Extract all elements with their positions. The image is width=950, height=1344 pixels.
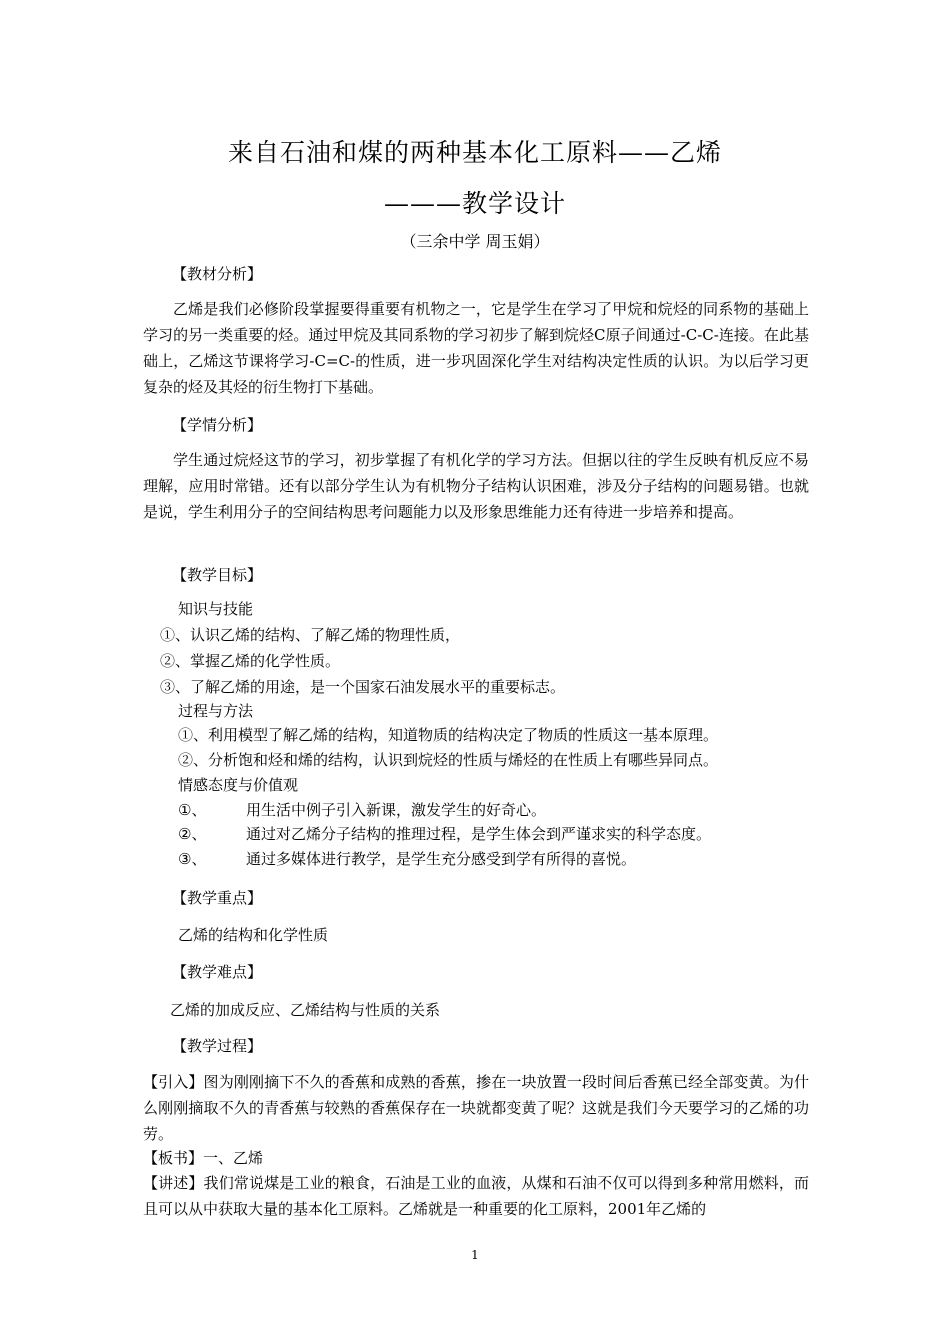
goal-emotion-item — [178, 799, 546, 820]
goal-emotion-text: 通过多媒体进行教学，是学生充分感受到学有所得的喜悦。 — [246, 850, 637, 868]
paragraph-textbook-analysis: 乙烯是我们必修阶段掌握要得重要有机物之一，它是学生在学习了甲烷和烷烃的同系物的基础上学习的另一类重要的烃。通过甲烷及其同系物的学习初步了解到烷烃C原子间通过-C-C-连接。在此基础上，乙烯这节课将学习-C=C-的性质，进一步巩固深化学生对结构决定性质的认识。为以后学习更复杂的烃及其烃的衍生物打下基础。 — [143, 300, 809, 396]
page-number: 1 — [471, 1248, 479, 1262]
process-board-note: 【板书】一、乙烯 — [143, 1149, 264, 1167]
goal-emotion-number: ③、 — [178, 850, 207, 868]
heading-student-analysis: 【学情分析】 — [172, 416, 263, 434]
author-line: （三余中学 周玉娟） — [400, 232, 550, 251]
difficult-points-text: 乙烯的加成反应、乙烯结构与性质的关系 — [170, 1001, 441, 1019]
goal-process-label: 过程与方法 — [178, 702, 254, 720]
goal-emotion-text: 用生活中例子引入新课，激发学生的好奇心。 — [246, 801, 547, 819]
paragraph-student-analysis: 学生通过烷烃这节的学习，初步掌握了有机化学的学习方法。但据以往的学生反映有机反应不易理解，应用时常错。还有以部分学生认为有机物分子结构认识困难，涉及分子结构的问题易错。也就是说，学生利用分子的空间结构思考问题能力以及形象思维能力还有待进一步培养和提高。 — [143, 451, 809, 521]
goal-emotion-label: 情感态度与价值观 — [178, 776, 299, 794]
heading-teaching-process: 【教学过程】 — [172, 1037, 263, 1055]
heading-difficult-points: 【教学难点】 — [172, 963, 263, 981]
goal-emotion-number: ①、 — [178, 801, 207, 819]
goal-emotion-item — [178, 823, 711, 844]
document-subtitle: ———教学设计 — [383, 189, 566, 218]
goal-knowledge-label: 知识与技能 — [178, 600, 254, 618]
heading-teaching-goals: 【教学目标】 — [172, 566, 263, 584]
goal-knowledge-item: ③、了解乙烯的用途，是一个国家石油发展水平的重要标志。 — [160, 678, 566, 696]
goal-emotion-text: 通过对乙烯分子结构的推理过程，是学生体会到严谨求实的科学态度。 — [246, 825, 712, 843]
process-lecture-paragraph: 【讲述】我们常说煤是工业的粮食，石油是工业的血液，从煤和石油不仅可以得到多种常用燃料，而且可以从中获取大量的基本化工原料。乙烯就是一种重要的化工原料，2001年乙烯的 — [143, 1174, 809, 1218]
document-title: 来自石油和煤的两种基本化工原料——乙烯 — [227, 138, 722, 167]
key-points-text: 乙烯的结构和化学性质 — [178, 926, 329, 944]
goal-process-item: ①、利用模型了解乙烯的结构，知道物质的结构决定了物质的性质这一基本原理。 — [178, 726, 719, 744]
heading-textbook-analysis: 【教材分析】 — [172, 265, 263, 283]
goal-process-item: ②、分析饱和烃和烯的结构，认识到烷烃的性质与烯烃的在性质上有哪些异同点。 — [178, 751, 719, 769]
goal-knowledge-item: ①、认识乙烯的结构、了解乙烯的物理性质， — [160, 626, 461, 644]
goal-knowledge-item: ②、掌握乙烯的化学性质。 — [160, 652, 341, 670]
goal-emotion-item — [178, 848, 636, 869]
process-intro-paragraph: 【引入】图为刚刚摘下不久的香蕉和成熟的香蕉，掺在一块放置一段时间后香蕉已经全部变黄。为什么刚刚摘取不久的青香蕉与较熟的香蕉保存在一块就都变黄了呢？这就是我们今天要学习的乙烯的功劳。 — [143, 1073, 809, 1143]
heading-key-points: 【教学重点】 — [172, 889, 263, 907]
goal-emotion-number: ②、 — [178, 825, 207, 843]
